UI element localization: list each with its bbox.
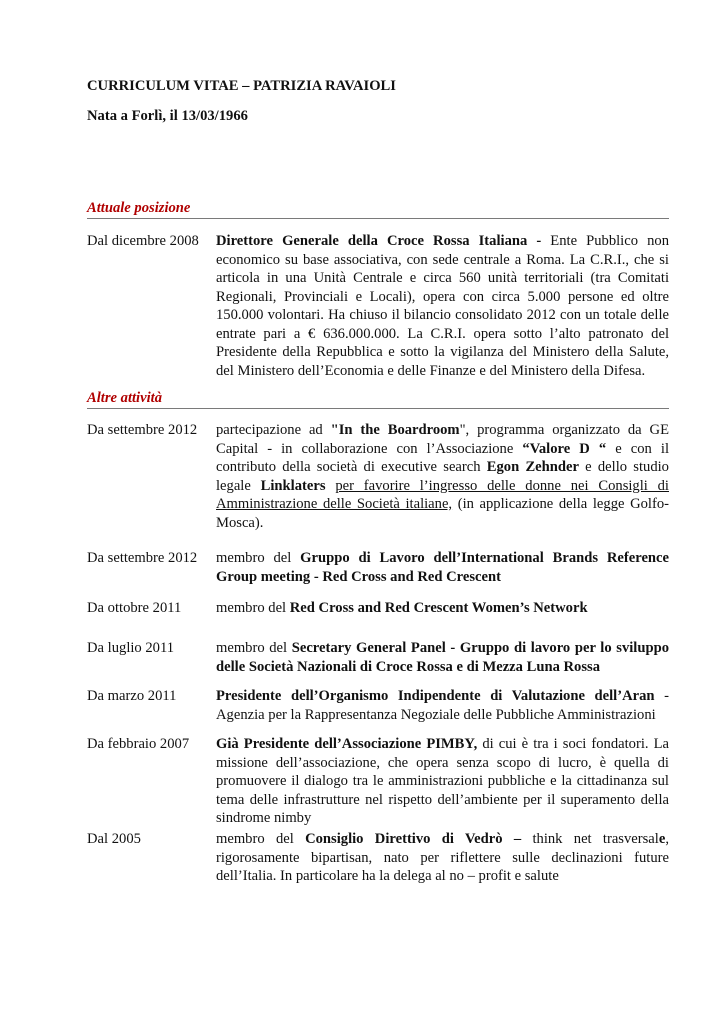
text-span: membro del [216, 831, 306, 847]
text-span: membro del [216, 640, 292, 656]
entry-description [216, 232, 669, 380]
entry-description [216, 421, 669, 532]
entry-date: Da settembre 2012 [87, 550, 198, 566]
entry-description [216, 639, 669, 676]
entry-description [216, 687, 669, 724]
bold-span: Red Cross and Red Crescent Women’s Network [289, 600, 588, 616]
bold-span: e [658, 831, 666, 847]
bold-span: “Valore D “ [522, 440, 607, 457]
entry-date: Da febbraio 2007 [87, 736, 190, 752]
entry-description [216, 735, 669, 828]
underlined-span: per favorire l’ingresso delle donne nei Consigli di Amministrazione delle Società italiane, [216, 477, 669, 512]
text-span: partecipazione ad [216, 422, 331, 438]
bold-span: "In the Boardroom [330, 422, 460, 438]
bold-span: Già Presidente dell’Associazione PIMBY, [216, 736, 478, 752]
entry-description [216, 599, 669, 618]
entry-date: Da settembre 2012 [87, 422, 198, 438]
text-span: membro del [216, 600, 290, 616]
role-title: Direttore Generale della Croce Rossa Italiana - [216, 233, 542, 249]
text-span [326, 478, 336, 494]
bold-span: Presidente dell’Organismo Indipendente di Valutazione dell’Aran [216, 688, 655, 704]
bold-span: Consiglio Direttivo di Vedrò – [305, 831, 522, 847]
role-text: Ente Pubblico non economico su base associativa, con sede centrale a Roma. La C.R.I., che si articola in una Unità Centrale e circa 560 unità territoriali (tra Comitati Regionali, Provinciali e Locali), opera con circa 5.000 persone ed oltre 150.000 volontari. Ha chiuso il bilancio consolidato 2012 con un totale delle entrate pari a € 636.000.000. La C.R.I. opera sotto l’alto patronato del Presidente della Repubblica e sotto la vigilanza del Ministero della Salute, del Ministero dell’Economia e delle Finanze e del Ministero della Difesa. [216, 233, 669, 379]
entry-date: Da marzo 2011 [87, 688, 177, 704]
entry-date: Da luglio 2011 [87, 640, 175, 656]
text-span: ", programma organizzato da GE Capital - in collaborazione con l’Associazione [216, 422, 669, 457]
text-span: , rigorosamente bipartisan, nato per riflettere sulle declinazioni future dell’Italia. In particolare ha la delega al no – profit e salute [216, 831, 669, 884]
bold-span: Linklaters [260, 477, 326, 494]
entry-date: Da ottobre 2011 [87, 600, 182, 616]
entry-description [216, 830, 669, 886]
text-span: membro del [216, 550, 301, 566]
text-span: e dello studio legale [216, 459, 669, 494]
entry-date: Dal dicembre 2008 [87, 233, 199, 249]
bold-span: Gruppo di Lavoro dell’International Brands Reference Group meeting - Red Cross and Red Crescent [216, 550, 670, 585]
section-current-position: Attuale posizione [87, 200, 669, 219]
text-span: think net trasversal [521, 831, 659, 847]
text-span: (in applicazione della legge Golfo-Mosca). [216, 496, 669, 531]
text-span: di cui è tra i soci fondatori. La missione dell’associazione, che opera senza scopo di lucro, è quella di promuovere il dialogo tra le amministrazioni pubbliche e la cittadinanza sul tema delle infrastrutture nel rispetto dell’ambiente per il superamento della sindrome nimby [216, 736, 669, 826]
text-span: - Agenzia per la Rappresentanza Negoziale delle Pubbliche Amministrazioni [216, 688, 669, 723]
entry-description [216, 549, 669, 586]
document-title: CURRICULUM VITAE – PATRIZIA RAVAIOLI [87, 78, 396, 94]
birth-info: Nata a Forlì, il 13/03/1966 [87, 108, 248, 124]
entry-date: Dal 2005 [87, 831, 141, 847]
text-span: e con il contributo della società di executive search [216, 440, 669, 475]
bold-span: Secretary General Panel - Gruppo di lavoro per lo sviluppo delle Società Nazionali di Croce Rossa e di Mezza Luna Rossa [216, 640, 669, 675]
section-other-activities: Altre attività [87, 390, 669, 409]
bold-span: Egon Zehnder [486, 459, 579, 475]
